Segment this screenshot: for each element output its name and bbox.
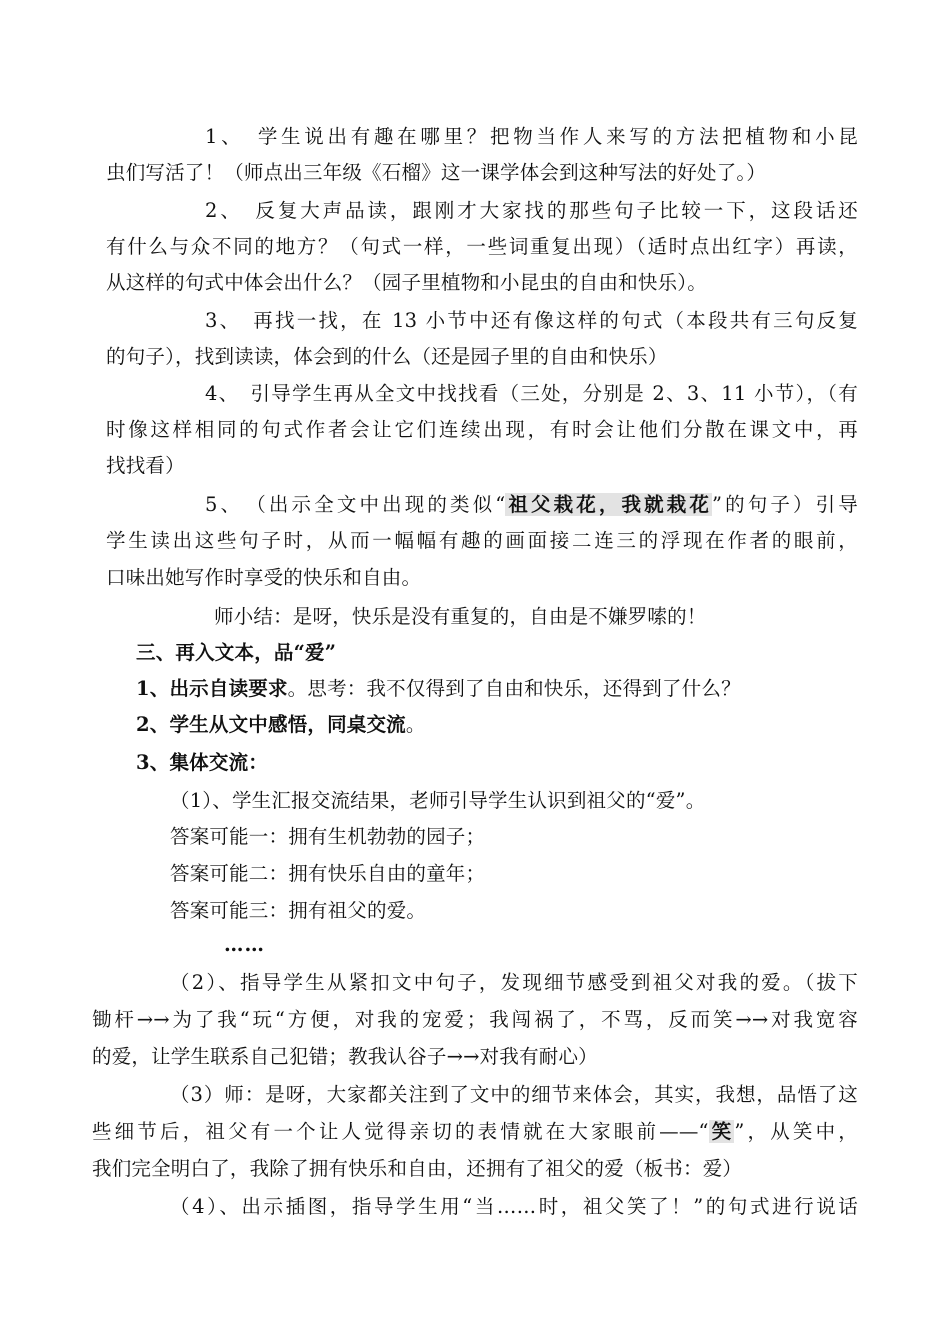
item-2-line-3: 从这样的句式中体会出什么？（园子里植物和小昆虫的自由和快乐）。 xyxy=(106,271,707,294)
answer-1: 答案可能一：拥有生机勃勃的园子； xyxy=(170,825,486,848)
step-1-title: 1、出示自读要求 xyxy=(136,677,288,700)
exchange-point-4-line-1: （4）、出示插图，指导学生用“当……时，祖父笑了！”的句式进行说话 xyxy=(170,1195,858,1218)
item-5-text-end: ”的句子）引导 xyxy=(712,493,858,516)
teacher-summary: 师小结：是呀，快乐是没有重复的，自由是不嫌罗嗦的！ xyxy=(214,605,707,628)
exchange-point-2-line-1: （2）、指导学生从紧扣文中句子，发现细节感受到祖父对我的爱。（拔下 xyxy=(170,971,858,994)
highlighted-word-smile: 笑 xyxy=(708,1120,735,1143)
item-4-line-2: 时像这样相同的句式作者会让它们连续出现，有时会让他们分散在课文中，再 xyxy=(106,418,858,441)
item-4-line-3: 找找看） xyxy=(106,454,185,477)
item-4-line-1: 4、 引导学生再从全文中找找看（三处，分别是 2、3、11 小节），（有 xyxy=(205,382,858,405)
exchange-point-3-line-3: 我们完全明白了，我除了拥有快乐和自由，还拥有了祖父的爱（板书：爱） xyxy=(92,1157,743,1180)
answer-2: 答案可能二：拥有快乐自由的童年； xyxy=(170,862,486,885)
step-2-text: 。 xyxy=(405,713,426,736)
item-3-line-1: 3、 再找一找，在 13 小节中还有像这样的句式（本段共有三句反复 xyxy=(205,309,858,332)
item-2-line-2: 有什么与众不同的地方？（句式一样，一些词重复出现）（适时点出红字）再读， xyxy=(106,235,858,258)
answer-3: 答案可能三：拥有祖父的爱。 xyxy=(170,899,427,922)
exchange-point-1: （1）、学生汇报交流结果，老师引导学生认识到祖父的“爱”。 xyxy=(170,789,706,812)
step-3-title: 3、集体交流： xyxy=(136,751,268,774)
item-3-line-2: 的句子），找到读读，体会到的什么（还是园子里的自由和快乐） xyxy=(106,345,668,368)
item-1-line-1: 1、 学生说出有趣在哪里？把物当作人来写的方法把植物和小昆 xyxy=(205,125,858,148)
item-1-line-2: 虫们写活了！（师点出三年级《石榴》这一课学体会到这种写法的好处了。） xyxy=(106,161,767,184)
step-2-title: 2、学生从文中感悟，同桌交流 xyxy=(136,713,406,736)
step-1 xyxy=(136,674,741,704)
step-2 xyxy=(136,710,426,740)
exchange-point-2-line-3: 的爱，让学生联系自己犯错；教我认谷子→→对我有耐心） xyxy=(92,1045,598,1068)
item-5-line-1 xyxy=(205,490,858,520)
ellipsis: …… xyxy=(224,933,265,956)
item-2-line-1: 2、 反复大声品读，跟刚才大家找的那些句子比较一下，这段话还 xyxy=(205,199,858,222)
exchange-point-3-text-end: ”，从笑中， xyxy=(734,1120,858,1143)
item-5-line-2: 学生读出这些句子时，从而一幅幅有趣的画面接二连三的浮现在作者的眼前， xyxy=(106,529,858,552)
highlighted-quote: 祖父栽花，我就栽花 xyxy=(505,493,713,516)
exchange-point-3-line-1: （3）师：是呀，大家都关注到了文中的细节来体会，其实，我想，品悟了这 xyxy=(170,1083,858,1106)
item-5-text-start: 5、 （出示全文中出现的类似“ xyxy=(205,493,506,516)
item-5-line-3: 口味出她写作时享受的快乐和自由。 xyxy=(106,566,422,589)
step-1-text: 。思考：我不仅得到了自由和快乐，还得到了什么？ xyxy=(287,677,741,700)
section-3-heading: 三、再入文本，品“爱” xyxy=(136,641,337,664)
exchange-point-2-line-2: 锄杆→→为了我“玩“方便，对我的宠爱；我闯祸了，不骂，反而笑→→对我宽容 xyxy=(92,1008,858,1031)
exchange-point-3-line-2 xyxy=(92,1117,858,1147)
exchange-point-3-text-start: 些细节后，祖父有一个让人觉得亲切的表情就在大家眼前——“ xyxy=(92,1120,709,1143)
